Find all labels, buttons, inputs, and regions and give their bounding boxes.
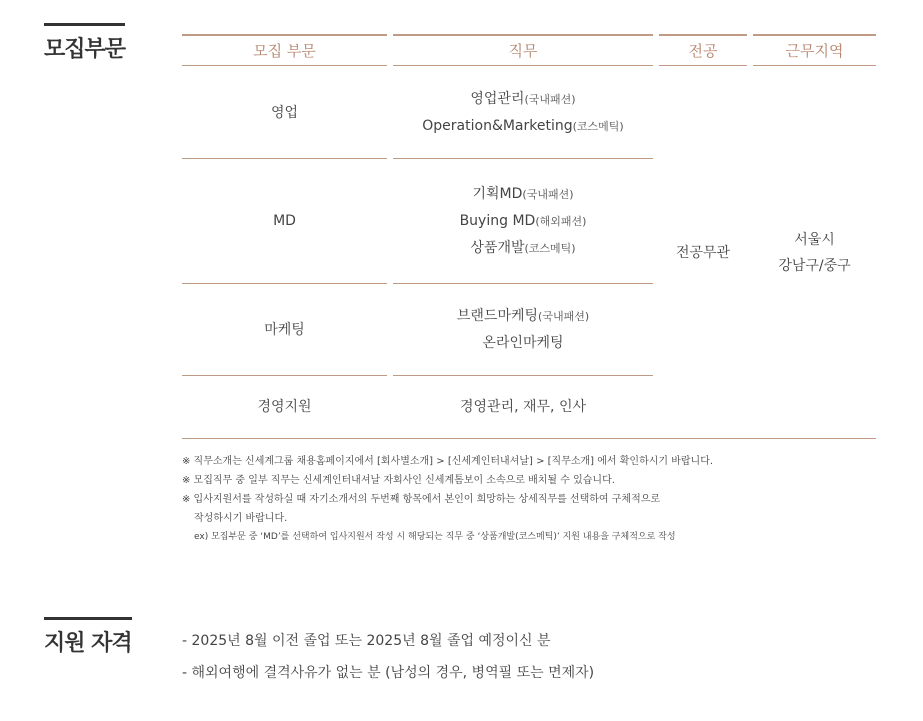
note-item: ※ 직무소개는 신세계그룹 채용홈페이지에서 [회사별소개] > [신세계인터내셔날] > [직무소개] 에서 확인하시기 바랍니다. (182, 456, 714, 467)
qualification-item: - 2025년 8월 이전 졸업 또는 2025년 8월 졸업 예정이신 분 (182, 633, 551, 649)
dept-label: MD (273, 213, 296, 229)
dept-label: 마케팅 (264, 321, 305, 338)
qualification-section-title: 지원 자격 (44, 617, 132, 657)
job-item: Operation&Marketing(코스메틱) (422, 118, 624, 134)
note-example: ex) 모집부문 중 ‘MD’를 선택하여 입사지원서 작성 시 해당되는 직무 중 ‘상품개발(코스메틱)’ 지원 내용을 구체적으로 작성 (194, 532, 676, 542)
job-cell-md (393, 159, 653, 283)
job-cell-marketing (393, 284, 653, 375)
header-major: 전공 (659, 34, 747, 66)
notes-block (182, 452, 713, 547)
note-item: ※ 모집직무 중 일부 직무는 신세계인터내셔날 자회사인 신세계톰보이 소속으로 배치될 수 있습니다. (182, 475, 615, 486)
job-item: 온라인마케팅 (482, 334, 564, 351)
header-location: 근무지역 (753, 34, 876, 66)
qualification-list (182, 625, 594, 689)
dept-cell-sales (182, 68, 387, 158)
recruit-section-title: 모집부문 (44, 23, 125, 63)
dept-label: 영업 (270, 105, 299, 121)
job-item: Buying MD(해외패션) (459, 212, 587, 229)
job-cell-management (393, 376, 653, 438)
major-value: 전공무관 (675, 245, 731, 261)
qualification-item: - 해외여행에 결격사유가 없는 분 (남성의 경우, 병역필 또는 면제자) (182, 665, 595, 681)
dept-cell-md (182, 159, 387, 283)
dept-cell-marketing (182, 284, 387, 375)
header-job: 직무 (393, 34, 653, 66)
job-item: 경영관리, 재무, 인사 (460, 398, 586, 415)
job-item: 상품개발(코스메틱) (470, 239, 576, 256)
job-item: 브랜드마케팅(국내패션) (456, 307, 590, 324)
job-cell-sales (393, 68, 653, 158)
major-cell (659, 68, 747, 438)
job-item: 기획MD(국내패션) (472, 185, 574, 202)
note-item-continued: 작성하시기 바랍니다. (194, 513, 288, 524)
header-dept: 모집 부문 (182, 34, 387, 66)
dept-cell-management (182, 376, 387, 438)
dept-label: 경영지원 (257, 399, 312, 415)
job-item: 영업관리(국내패션) (470, 91, 576, 107)
table-bottom-border (182, 438, 876, 439)
location-city: 서울시 (794, 232, 835, 248)
location-district: 강남구/중구 (778, 258, 851, 274)
note-item: ※ 입사지원서를 작성하실 때 자기소개서의 두번째 항목에서 본인이 희망하는 상세직무를 선택하여 구체적으로 (182, 494, 661, 505)
location-cell (753, 68, 876, 438)
